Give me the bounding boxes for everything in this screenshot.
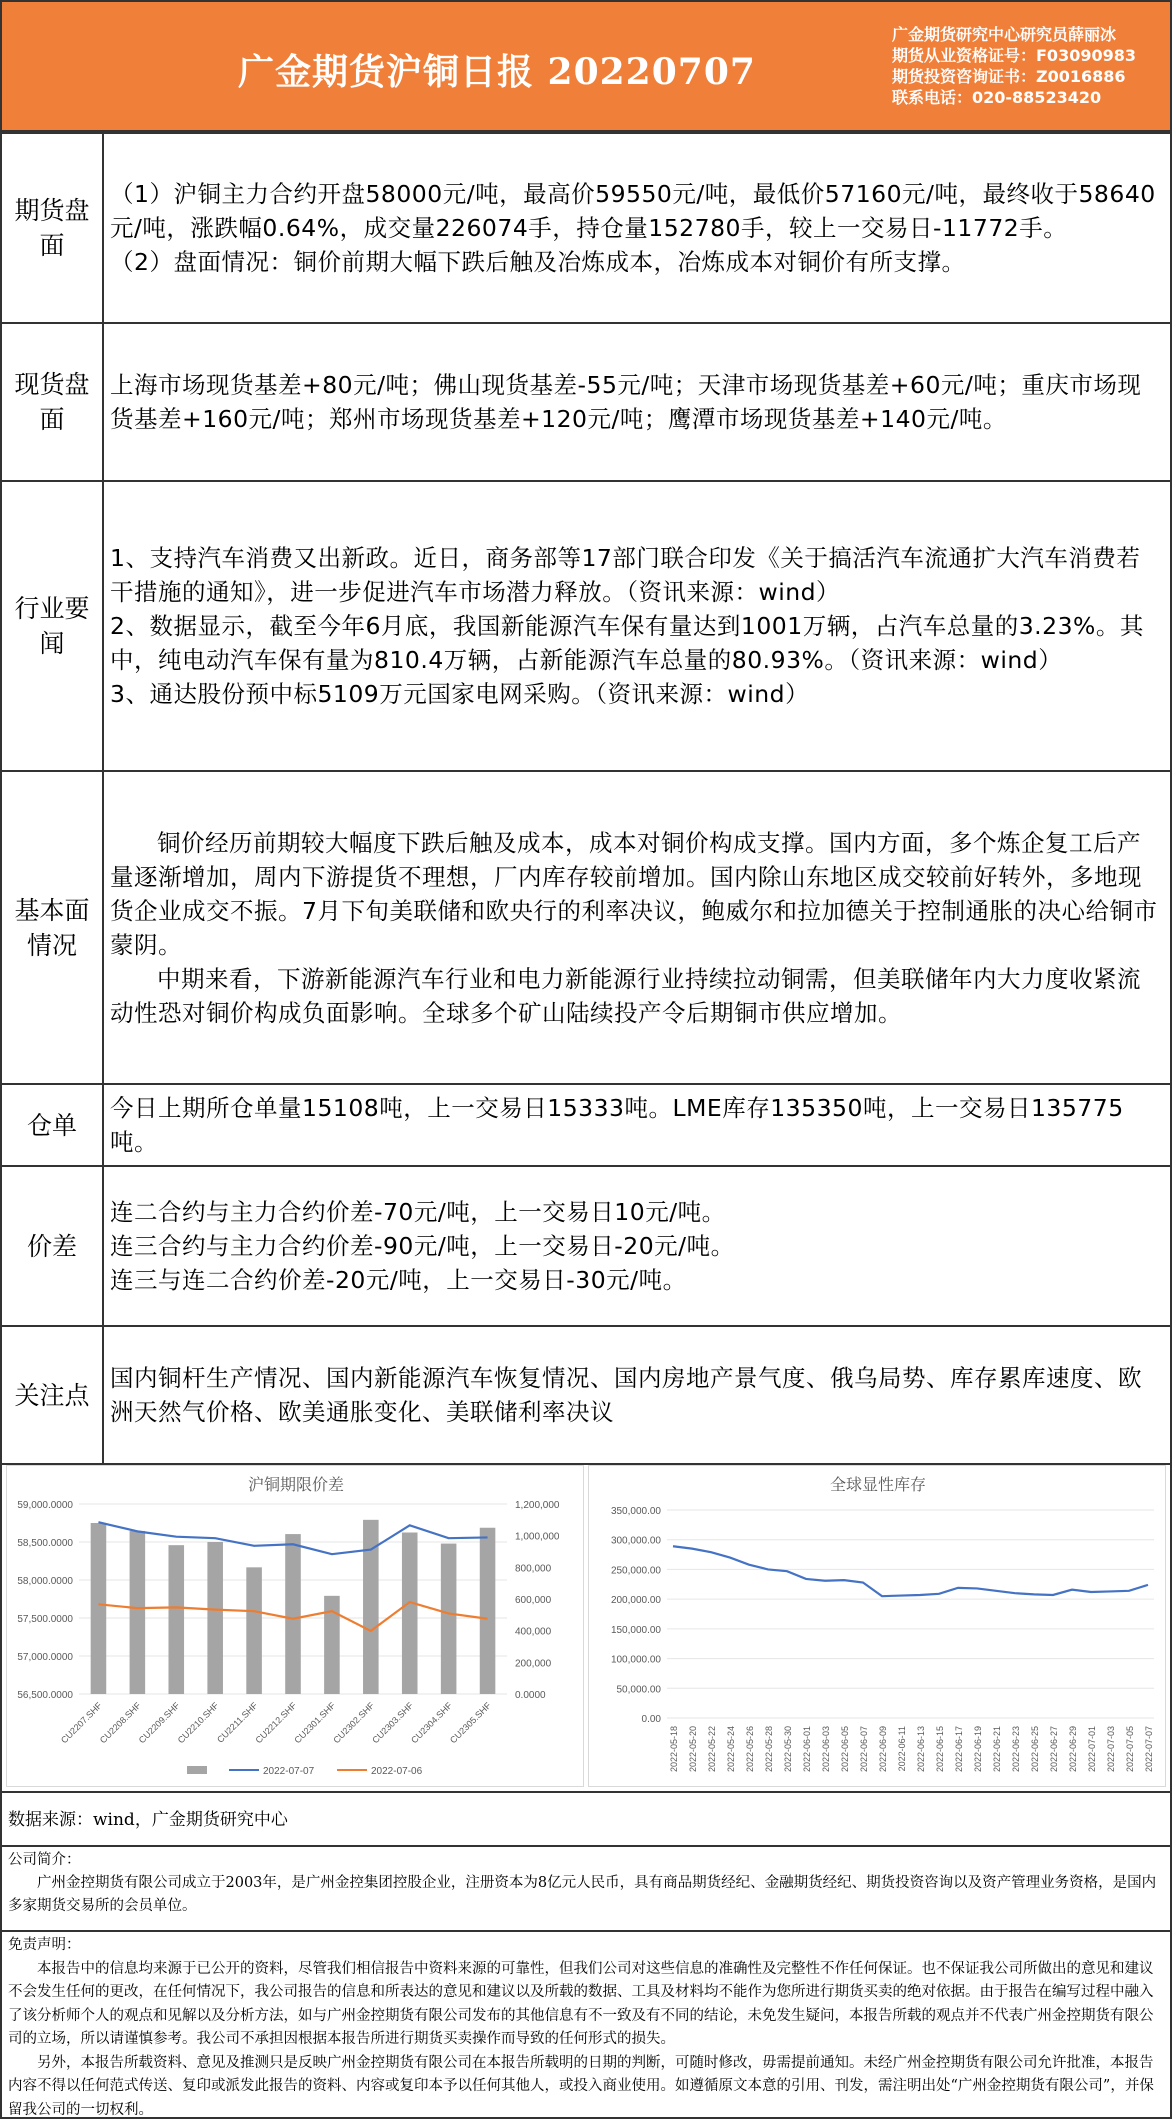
- bar: [246, 1567, 262, 1694]
- y-tick-label-left: 58,000.0000: [17, 1576, 73, 1587]
- y-tick-label-left: 58,500.0000: [17, 1538, 73, 1549]
- bar: [207, 1542, 223, 1694]
- section-label: 关注点: [1, 1326, 103, 1464]
- x-tick-label: 2022-07-01: [1087, 1726, 1097, 1773]
- global-inventory-chart: [588, 1465, 1166, 1787]
- x-tick-label: 2022-06-03: [821, 1726, 831, 1773]
- paragraph: 连二合约与主力合约价差-70元/吨，上一交易日10元/吨。: [110, 1198, 726, 1226]
- term-spread-chart: [6, 1465, 584, 1787]
- company-title: 公司简介：: [8, 1852, 81, 1868]
- analyst-license: 期货从业资格证号：F03090983: [892, 46, 1136, 65]
- section-label: 期货盘面: [1, 133, 103, 323]
- section-label: 基本面情况: [1, 771, 103, 1084]
- disclaimer-title: 免责声明：: [8, 1937, 81, 1953]
- x-tick-label: 2022-06-25: [1030, 1726, 1040, 1773]
- bar: [441, 1544, 457, 1694]
- analyst-name: 广金期货研究中心研究员薛丽冰: [892, 25, 1117, 44]
- x-tick-label: 2022-07-05: [1125, 1726, 1135, 1773]
- x-tick-label: 2022-06-09: [878, 1726, 888, 1773]
- x-tick-label: 2022-05-30: [783, 1726, 793, 1773]
- y-tick-label: 200,000.00: [610, 1595, 661, 1607]
- y-tick-label-right: 400,000: [515, 1626, 552, 1638]
- y-tick-label-right: 800,000: [515, 1563, 552, 1575]
- chart-title: 全球显性库存: [829, 1477, 927, 1494]
- chart-title: 沪铜期限价差: [247, 1477, 345, 1494]
- x-tick-label: 2022-06-05: [840, 1726, 850, 1773]
- section-content: [103, 481, 1171, 771]
- x-tick-label: 2022-06-19: [973, 1726, 983, 1773]
- x-tick-label: 2022-05-22: [707, 1726, 717, 1773]
- y-tick-label: 300,000.00: [610, 1535, 661, 1547]
- y-tick-label-right: 600,000: [515, 1595, 552, 1606]
- x-tick-label: CU2211.SHF: [215, 1700, 260, 1745]
- bar: [480, 1528, 496, 1694]
- company-intro: [0, 1847, 1172, 1932]
- y-tick-label-right: 200,000: [515, 1658, 552, 1670]
- x-tick-label: 2022-05-28: [764, 1726, 774, 1773]
- x-tick-label: 2022-06-13: [916, 1726, 926, 1773]
- paragraph: 铜价经历前期较大幅度下跌后触及成本，成本对铜价构成支撑。国内方面，多个炼企复工后产量逐渐增加，周内下游提货不理想，厂内库存较前增加。国内除山东地区成交较前好转外，多地现货企业成交不振。7月下旬美联储和欧央行的利率决议，鲍威尔和拉加德关于控制通胀的决心给铜市蒙阴。: [110, 828, 1158, 959]
- paragraph: 国内铜杆生产情况、国内新能源汽车恢复情况、国内房地产景气度、俄乌局势、库存累库速度、欧洲天然气价格、欧美通胀变化、美联储利率决议: [110, 1364, 1142, 1426]
- x-tick-label: CU2303.SHF: [370, 1700, 416, 1746]
- x-tick-label: CU2209.SHF: [136, 1700, 182, 1746]
- y-tick-label-right: 1,000,000: [515, 1531, 560, 1543]
- section-content: [103, 1084, 1171, 1166]
- bar: [402, 1533, 418, 1695]
- y-tick-label-right: 1,200,000: [515, 1500, 560, 1511]
- section-content: [103, 771, 1171, 1084]
- analyst-phone: 联系电话：020-88523420: [892, 88, 1102, 107]
- x-tick-label: CU2301.SHF: [292, 1700, 338, 1746]
- paragraph: 中期来看，下游新能源汽车行业和电力新能源行业持续拉动铜需，但美联储年内大力度收紧流动性恐对铜价构成负面影响。全球多个矿山陆续投产令后期铜市供应增加。: [110, 964, 1141, 1027]
- x-tick-label: CU2305.SHF: [448, 1700, 493, 1746]
- analyst-certificate: 期货投资咨询证书：Z0016886: [892, 67, 1126, 86]
- section-label: 价差: [1, 1166, 103, 1326]
- report-table: [0, 132, 1172, 1465]
- paragraph: 2、数据显示，截至今年6月底，我国新能源汽车保有量达到1001万辆，占汽车总量的3.23%。其中，纯电动汽车保有量为810.4万辆，占新能源汽车总量的80.93%。（资讯来源：wind）: [110, 612, 1144, 674]
- x-tick-label: 2022-06-01: [802, 1726, 812, 1773]
- y-tick-label: 150,000.00: [610, 1624, 661, 1636]
- paragraph: 1、支持汽车消费又出新政。近日，商务部等17部门联合印发《关于搞活汽车流通扩大汽车消费若干措施的通知》，进一步促进汽车市场潜力释放。（资讯来源：wind）: [110, 544, 1141, 606]
- y-tick-label: 0.00: [641, 1714, 661, 1725]
- y-tick-label: 250,000.00: [610, 1565, 661, 1577]
- x-tick-label: 2022-05-18: [669, 1726, 679, 1773]
- x-tick-label: 2022-05-24: [726, 1726, 736, 1773]
- section-content: [103, 323, 1171, 481]
- y-tick-label: 350,000.00: [610, 1506, 661, 1517]
- disclaimer: [0, 1932, 1172, 2119]
- x-tick-label: CU2302.SHF: [331, 1700, 377, 1746]
- x-tick-label: 2022-05-20: [688, 1726, 698, 1773]
- report-title: 广金期货沪铜日报 20220707: [238, 51, 756, 93]
- y-tick-label: 100,000.00: [610, 1654, 661, 1666]
- x-tick-label: CU2212.SHF: [253, 1700, 299, 1746]
- paragraph: （1）沪铜主力合约开盘58000元/吨，最高价59550元/吨，最低价57160元/吨，最终收于58640元/吨，涨跌幅0.64%，成交量226074手，持仓量152780手，较上一交易日-11772手。: [110, 180, 1156, 242]
- paragraph: 3、通达股份预中标5109万元国家电网采购。（资讯来源：wind）: [110, 680, 810, 708]
- section-row-news: [1, 481, 1171, 771]
- y-tick-label-left: 59,000.0000: [17, 1500, 73, 1511]
- y-tick-label-right: 0.0000: [515, 1690, 546, 1701]
- report-header: [0, 0, 1172, 132]
- paragraph: 今日上期所仓单量15108吨，上一交易日15333吨。LME库存135350吨，上一交易日135775吨。: [110, 1094, 1124, 1156]
- legend-label: 2022-07-07: [263, 1766, 315, 1777]
- charts-area: [0, 1461, 1172, 1793]
- paragraph: 上海市场现货基差+80元/吨；佛山现货基差-55元/吨；天津市场现货基差+60元/吨；重庆市场现货基差+160元/吨；郑州市场现货基差+120元/吨；鹰潭市场现货基差+140元/吨。: [110, 371, 1142, 433]
- y-tick-label-left: 57,000.0000: [17, 1652, 73, 1663]
- x-tick-label: 2022-07-07: [1144, 1726, 1154, 1773]
- x-tick-label: CU2304.SHF: [409, 1700, 455, 1746]
- x-tick-label: CU2210.SHF: [175, 1700, 221, 1746]
- section-label: 仓单: [1, 1084, 103, 1166]
- paragraph: （2）盘面情况：铜价前期大幅下跌后触及冶炼成本，冶炼成本对铜价有所支撑。: [110, 248, 966, 276]
- x-tick-label: 2022-06-07: [859, 1726, 869, 1773]
- section-row-spread: [1, 1166, 1171, 1326]
- section-content: [103, 1166, 1171, 1326]
- x-tick-label: CU2208.SHF: [97, 1700, 143, 1746]
- section-label: 行业要闻: [1, 481, 103, 771]
- bar: [285, 1534, 301, 1694]
- y-tick-label: 50,000.00: [616, 1684, 661, 1696]
- x-tick-label: CU2207.SHF: [58, 1700, 104, 1746]
- paragraph: 连三合约与主力合约价差-90元/吨，上一交易日-20元/吨。: [110, 1232, 735, 1260]
- x-tick-label: 2022-06-11: [897, 1726, 907, 1772]
- section-content: [103, 1326, 1171, 1464]
- x-tick-label: 2022-07-03: [1106, 1726, 1116, 1773]
- bar: [168, 1545, 184, 1694]
- legend-label: 2022-07-06: [371, 1766, 423, 1777]
- disclaimer-paragraph: 另外，本报告所载资料、意见及推测只是反映广州金控期货有限公司在本报告所载明的日期的判断，可随时修改，毋需提前通知。未经广州金控期货有限公司允许批准，本报告内容不得以任何范式传送、复印或派发此报告的资料、内容或复印本予以任何其他人，或投入商业使用。如遵循原文本意的引用、刊发，需注明出处“广州金控期货有限公司”，并保留我公司的一切权利。: [8, 2054, 1154, 2118]
- x-tick-label: 2022-06-29: [1068, 1726, 1078, 1773]
- analyst-info: [892, 24, 1172, 108]
- section-row-futures: [1, 133, 1171, 323]
- section-label: 现货盘面: [1, 323, 103, 481]
- section-row-spot: [1, 323, 1171, 481]
- x-tick-label: 2022-06-15: [935, 1726, 945, 1773]
- bar: [91, 1523, 107, 1694]
- section-row-warehouse: [1, 1084, 1171, 1166]
- data-source: 数据来源：wind，广金期货研究中心: [0, 1793, 1172, 1847]
- x-tick-label: 2022-06-27: [1049, 1726, 1059, 1773]
- x-tick-label: 2022-06-21: [992, 1726, 1002, 1773]
- section-row-fundamentals: [1, 771, 1171, 1084]
- series-line: [673, 1546, 1148, 1596]
- legend-swatch-bar: [187, 1766, 207, 1774]
- section-content: [103, 133, 1171, 323]
- x-tick-label: 2022-05-26: [745, 1726, 755, 1773]
- company-text: 广州金控期货有限公司成立于2003年，是广州金控集团控股企业，注册资本为8亿元人民币，具有商品期货经纪、金融期货经纪、期货投资咨询以及资产管理业务资格，是国内多家期货交易所的会员单位。: [8, 1875, 1157, 1914]
- x-tick-label: 2022-06-23: [1011, 1726, 1021, 1773]
- bar: [130, 1531, 146, 1694]
- y-tick-label-left: 57,500.0000: [17, 1614, 73, 1625]
- disclaimer-paragraph: 本报告中的信息均来源于已公开的资料，尽管我们相信报告中资料来源的可靠性，但我们公司对这些信息的准确性及完整性不作任何保证。也不保证我公司所做出的意见和建议不会发生任何的更改，在任何情况下，我公司报告的信息和所表达的意见和建议以及所载的数据、工具及材料均不能作为您所进行期货买卖的绝对依据。由于报告在编写过程中融入了该分析师个人的观点和见解以及分析方法，如与广州金控期货有限公司发布的其他信息有不一致及有不同的结论，未免发生疑问，本报告所载的观点并不代表广州金控期货有限公司的立场，所以请谨慎参考。我公司不承担因根据本报告所进行期货买卖操作而导致的任何形式的损失。: [8, 1960, 1154, 2047]
- y-tick-label-left: 56,500.0000: [17, 1690, 73, 1701]
- x-tick-label: 2022-06-17: [954, 1726, 964, 1773]
- section-row-focus: [1, 1326, 1171, 1464]
- paragraph: 连三与连二合约价差-20元/吨，上一交易日-30元/吨。: [110, 1266, 687, 1294]
